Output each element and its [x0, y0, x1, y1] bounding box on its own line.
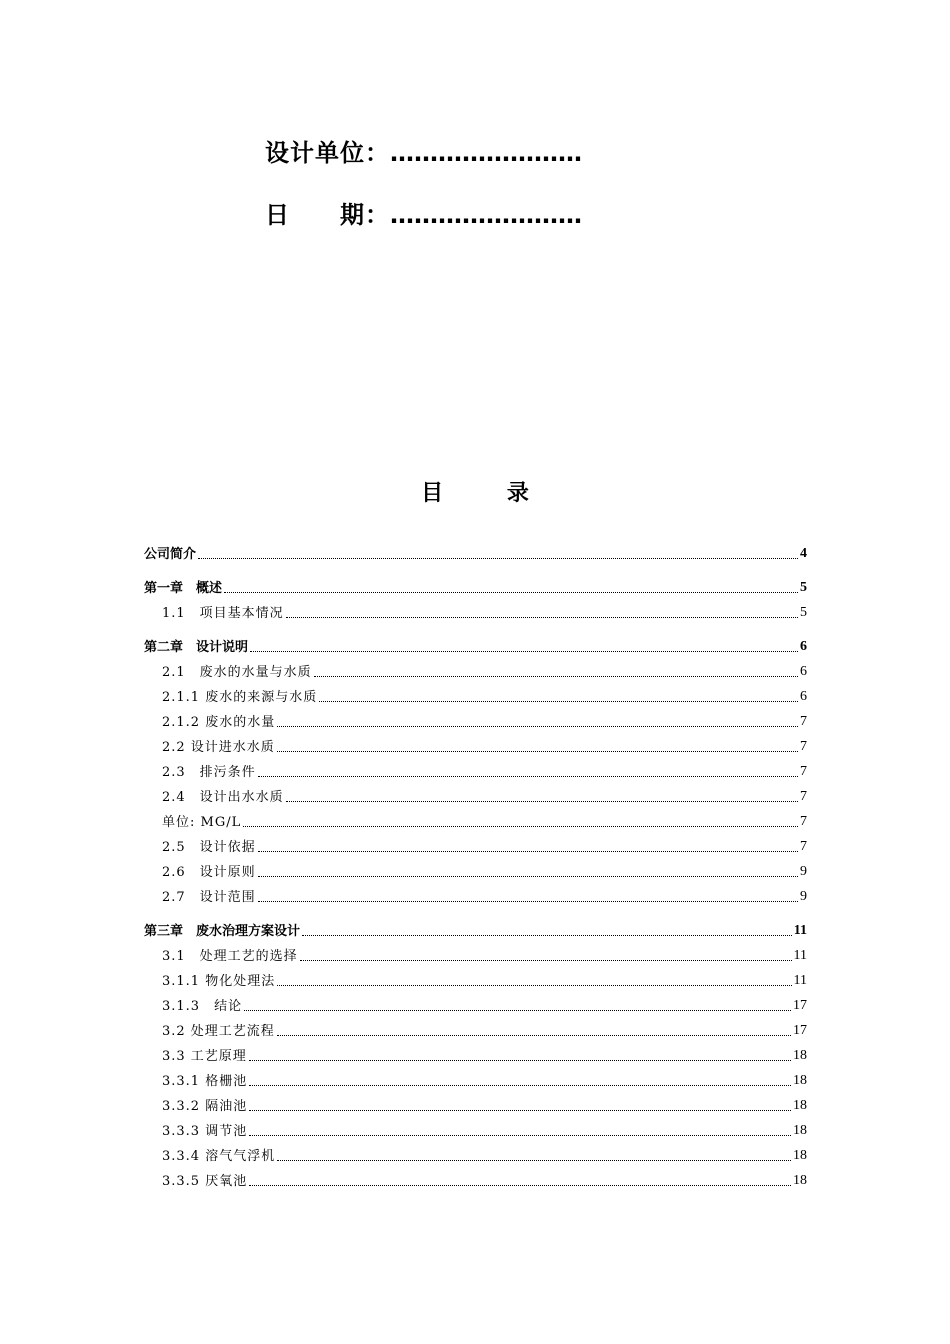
toc-dot-leader — [286, 801, 798, 802]
toc-page-number: 7 — [800, 764, 807, 779]
toc-page-number: 9 — [800, 864, 807, 879]
design-unit-label: 设计单位： — [265, 139, 390, 167]
toc-section-entry[interactable] — [144, 1064, 807, 1089]
toc-page-number: 17 — [793, 1023, 807, 1038]
toc-page-number: 18 — [793, 1123, 807, 1138]
toc-dot-leader — [243, 826, 798, 827]
toc-dot-leader — [277, 726, 798, 727]
toc-dot-leader — [250, 651, 798, 652]
toc-entry-title: 3.3.3 调节池 — [162, 1124, 248, 1139]
toc-dot-leader — [277, 985, 791, 986]
toc-entry-title: 3.3 工艺原理 — [162, 1049, 247, 1064]
toc-page-number: 7 — [800, 739, 807, 754]
toc-section-entry[interactable] — [144, 780, 807, 805]
toc-dot-leader — [258, 876, 798, 877]
toc-entry-title: 3.3.1 格栅池 — [162, 1074, 248, 1089]
toc-section-entry[interactable] — [144, 655, 807, 680]
toc-section-entry[interactable] — [144, 830, 807, 855]
toc-entry-title: 2.1.1 废水的来源与水质 — [162, 690, 318, 705]
toc-section-entry[interactable] — [144, 730, 807, 755]
toc-page-number: 18 — [793, 1048, 807, 1063]
toc-page-number: 5 — [800, 605, 807, 620]
toc-section-entry[interactable] — [144, 680, 807, 705]
toc-section-entry[interactable] — [144, 939, 807, 964]
date-line — [265, 195, 582, 230]
toc-entry-title: 1.1 项目基本情况 — [162, 606, 284, 621]
toc-page-number: 17 — [793, 998, 807, 1013]
toc-section-entry[interactable] — [144, 1164, 807, 1189]
toc-section-entry[interactable] — [144, 880, 807, 905]
toc-chapter-entry[interactable] — [144, 621, 807, 655]
toc-dot-leader — [286, 617, 798, 618]
toc-page-number: 7 — [800, 814, 807, 829]
toc-entry-title: 第三章 废水治理方案设计 — [144, 924, 301, 939]
toc-entry-title: 3.1.1 物化处理法 — [162, 974, 276, 989]
toc-dot-leader — [244, 1010, 791, 1011]
toc-chapter-entry[interactable] — [144, 905, 807, 939]
toc-entry-title: 第一章 概述 — [144, 581, 223, 596]
toc-page-number: 18 — [793, 1148, 807, 1163]
date-value: …………………… — [390, 201, 582, 229]
toc-page-number: 11 — [793, 973, 807, 988]
toc-entry-title: 2.2 设计进水水质 — [162, 740, 275, 755]
toc-chapter-entry[interactable] — [144, 528, 807, 562]
toc-dot-leader — [198, 558, 798, 559]
toc-entry-title: 第二章 设计说明 — [144, 640, 249, 655]
toc-section-entry[interactable] — [144, 1039, 807, 1064]
toc-page-number: 7 — [800, 789, 807, 804]
toc-page-number: 11 — [793, 923, 807, 938]
toc-entry-title: 3.1 处理工艺的选择 — [162, 949, 298, 964]
toc-page-number: 7 — [800, 839, 807, 854]
toc-section-entry[interactable] — [144, 989, 807, 1014]
toc-chapter-entry[interactable] — [144, 562, 807, 596]
toc-entry-title: 2.1 废水的水量与水质 — [162, 665, 312, 680]
toc-page-number: 11 — [793, 948, 807, 963]
toc-dot-leader — [249, 1185, 791, 1186]
toc-entry-title: 2.6 设计原则 — [162, 865, 256, 880]
toc-dot-leader — [258, 901, 798, 902]
toc-dot-leader — [249, 1110, 791, 1111]
toc-section-entry[interactable] — [144, 1114, 807, 1139]
toc-entry-title: 2.5 设计依据 — [162, 840, 256, 855]
design-unit-line — [265, 133, 582, 168]
toc-entry-title: 3.3.2 隔油池 — [162, 1099, 248, 1114]
toc-entry-title: 3.2 处理工艺流程 — [162, 1024, 275, 1039]
toc-dot-leader — [300, 960, 792, 961]
toc-page-number: 6 — [800, 664, 807, 679]
toc-page-number: 4 — [800, 546, 807, 561]
toc-dot-leader — [249, 1060, 791, 1061]
toc-dot-leader — [224, 592, 798, 593]
toc-page-number: 5 — [800, 580, 807, 595]
date-label: 日 期： — [265, 201, 390, 229]
toc-dot-leader — [258, 851, 798, 852]
toc-dot-leader — [277, 1035, 791, 1036]
toc-section-entry[interactable] — [144, 596, 807, 621]
toc-section-entry[interactable] — [144, 964, 807, 989]
toc-page-number: 7 — [800, 714, 807, 729]
toc-dot-leader — [258, 776, 798, 777]
toc-page-number: 18 — [793, 1098, 807, 1113]
toc-section-entry[interactable] — [144, 855, 807, 880]
toc-dot-leader — [277, 1160, 791, 1161]
toc-entry-title: 2.1.2 废水的水量 — [162, 715, 276, 730]
toc-section-entry[interactable] — [144, 1139, 807, 1164]
toc-page-number: 9 — [800, 889, 807, 904]
toc-page-number: 18 — [793, 1173, 807, 1188]
toc-section-entry[interactable] — [144, 805, 807, 830]
toc-page-number: 6 — [800, 639, 807, 654]
toc-entry-title: 2.7 设计范围 — [162, 890, 256, 905]
toc-entry-title: 2.4 设计出水水质 — [162, 790, 284, 805]
toc-dot-leader — [249, 1135, 791, 1136]
table-of-contents — [144, 528, 807, 1189]
toc-section-entry[interactable] — [144, 755, 807, 780]
toc-entry-title: 单位: MG/L — [162, 815, 242, 830]
toc-page-number: 6 — [800, 689, 807, 704]
toc-page-number: 18 — [793, 1073, 807, 1088]
toc-dot-leader — [319, 701, 798, 702]
toc-entry-title: 2.3 排污条件 — [162, 765, 256, 780]
toc-section-entry[interactable] — [144, 1089, 807, 1114]
toc-entry-title: 3.1.3 结论 — [162, 999, 243, 1014]
toc-entry-title: 公司简介 — [144, 547, 197, 562]
toc-dot-leader — [302, 935, 792, 936]
toc-entry-title: 3.3.4 溶气气浮机 — [162, 1149, 276, 1164]
toc-dot-leader — [314, 676, 798, 677]
toc-section-entry[interactable] — [144, 1014, 807, 1039]
toc-dot-leader — [277, 751, 798, 752]
toc-title: 目 录 — [421, 481, 557, 506]
toc-dot-leader — [249, 1085, 791, 1086]
toc-section-entry[interactable] — [144, 705, 807, 730]
toc-entry-title: 3.3.5 厌氧池 — [162, 1174, 248, 1189]
design-unit-value: …………………… — [390, 139, 582, 167]
